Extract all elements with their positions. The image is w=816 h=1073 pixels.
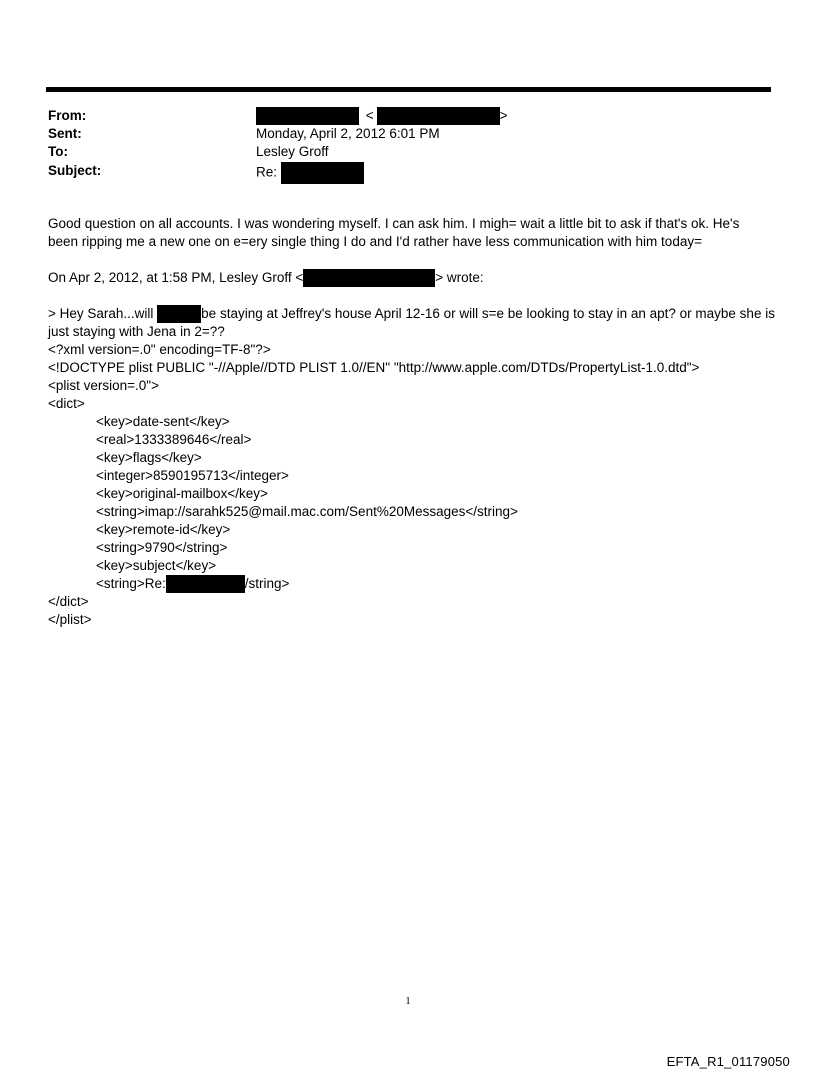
quote-intro-text: On Apr 2, 2012, at 1:58 PM, Lesley Groff < (48, 270, 304, 285)
quote-line-end: be staying at Jeffrey's house April 12-16 or will s=e be looking to stay in an apt? or maybe she is (201, 306, 775, 321)
xml-line: <!DOCTYPE plist PUBLIC "-//Apple//DTD PLIST 1.0//EN" "http://www.apple.com/DTDs/PropertyList-1.0.dtd"> (48, 360, 700, 375)
quote-line-start: > Hey Sarah...will (48, 306, 158, 321)
xml-line: </dict> (48, 594, 89, 609)
quote-intro-end: > wrote: (435, 270, 484, 285)
from-value (256, 107, 508, 125)
subject-label: Subject: (48, 163, 102, 178)
header-rule (46, 87, 771, 92)
subject-value (256, 162, 364, 184)
xml-line: <plist version=.0"> (48, 378, 159, 393)
to-label: To: (48, 144, 68, 159)
xml-line: </plist> (48, 612, 92, 627)
redaction-box (377, 107, 500, 125)
plist-subject-end: /string> (244, 576, 290, 591)
plist-line: <integer>8590195713</integer> (96, 468, 289, 483)
redaction-box (256, 107, 359, 125)
sent-value: Monday, April 2, 2012 6:01 PM (256, 126, 440, 141)
plist-subject-line (96, 575, 289, 593)
to-value: Lesley Groff (256, 144, 329, 159)
redaction-box (157, 305, 201, 323)
plist-line: <key>remote-id</key> (96, 522, 231, 537)
plist-line: <key>original-mailbox</key> (96, 486, 268, 501)
page-number: 1 (405, 995, 411, 1007)
document-id: EFTA_R1_01179050 (666, 1054, 790, 1069)
body-paragraph: Good question on all accounts. I was wondering myself. I can ask him. I migh= wait a little bit to ask if that's ok. He's been ripping me a new one on e=ery single thing I do and I'd rather have less communication with him today= (48, 216, 740, 249)
plist-line: <string>imap://sarahk525@mail.mac.com/Sent%20Messages</string> (96, 504, 518, 519)
from-label: From: (48, 108, 87, 123)
quote-line: just staying with Jena in 2=?? (48, 324, 225, 339)
subject-text: Re: (256, 164, 281, 180)
plist-line: <key>subject</key> (96, 558, 217, 573)
quote-line (48, 305, 775, 323)
redaction-box (166, 575, 245, 593)
redaction-box (281, 162, 364, 184)
plist-line: <key>flags</key> (96, 450, 202, 465)
plist-line: <key>date-sent</key> (96, 414, 230, 429)
quote-intro (48, 269, 484, 287)
from-gt: > (499, 108, 508, 123)
plist-line: <real>1333389646</real> (96, 432, 252, 447)
sent-label: Sent: (48, 126, 82, 141)
plist-subject-start: <string>Re: (96, 576, 166, 591)
xml-line: <dict> (48, 396, 85, 411)
from-lt: < (365, 108, 374, 123)
plist-line: <string>9790</string> (96, 540, 228, 555)
redaction-box (303, 269, 435, 287)
xml-line: <?xml version=.0" encoding=TF-8"?> (48, 342, 271, 357)
